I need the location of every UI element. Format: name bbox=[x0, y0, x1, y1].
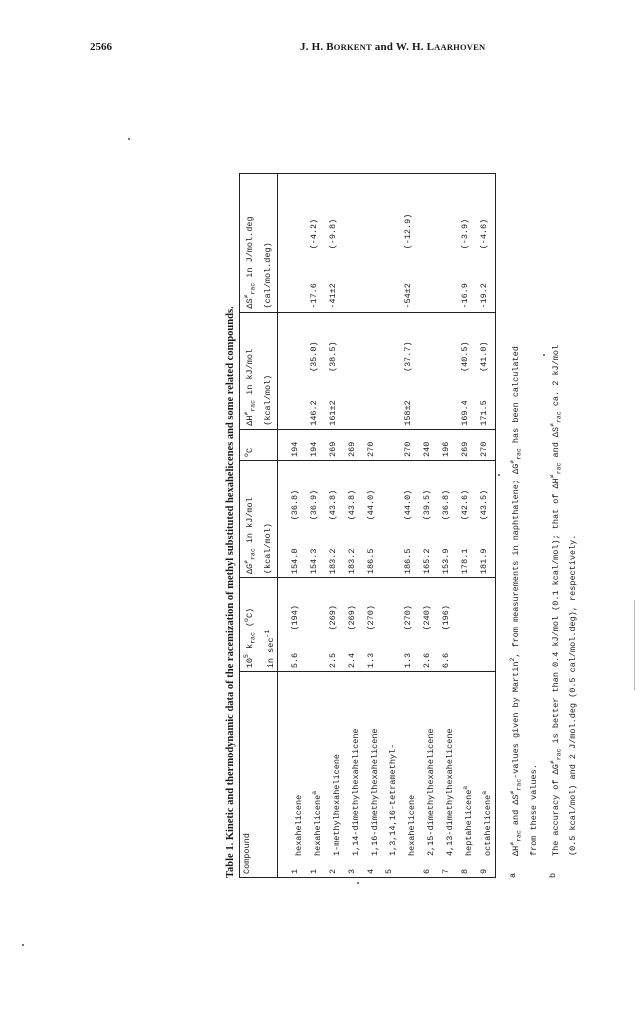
cell-compound: 1,14-dimethylhexahelicene bbox=[350, 728, 361, 856]
cell-dg-kj bbox=[382, 523, 401, 577]
cell-k-temp: (196) bbox=[440, 605, 451, 631]
cell-dg-kcal: (36.9) bbox=[309, 489, 320, 521]
cell-number: 2 bbox=[326, 859, 345, 878]
cell-compound: heptahelicene$^a$ bbox=[461, 785, 474, 856]
cell-ds-j bbox=[345, 252, 364, 312]
cell-k-temp: (269) bbox=[346, 605, 357, 631]
cell-dh-kcal bbox=[345, 312, 364, 375]
cell-ds-j: -54±2 bbox=[401, 252, 420, 312]
footnote-b-line2: (0.5 kcal/mol) and 2 J/mol.deg (0.5 cal/mol.deg), respectively. bbox=[568, 534, 579, 856]
cell-dh-kj bbox=[439, 375, 458, 429]
cell-compound: 1-methylhexahelicene bbox=[331, 753, 342, 856]
cell-dh-kj bbox=[288, 375, 307, 429]
cell-dg-kj: 153.9 bbox=[439, 523, 458, 577]
footnote-a-mark: a bbox=[508, 872, 519, 878]
table-row bbox=[401, 174, 420, 878]
cell-dg-kj: 154.0 bbox=[288, 523, 307, 577]
cell-k: 1.3 bbox=[364, 634, 383, 672]
cell-ds-j bbox=[364, 252, 383, 312]
cell-number: 9 bbox=[477, 859, 496, 878]
cell-dh-kcal: (37.7) bbox=[403, 341, 414, 373]
cell-dg-kcal: (36.8) bbox=[440, 489, 451, 521]
cell-dg-kcal: (36.8) bbox=[290, 489, 301, 521]
table-row bbox=[477, 174, 496, 878]
cell-number: 5 bbox=[382, 859, 401, 878]
cell-dh-kcal: (38.5) bbox=[328, 341, 338, 373]
cell-dh-kcal: (41.0) bbox=[477, 312, 496, 375]
cell-dh-kj: 169.4 bbox=[458, 375, 477, 429]
cell-dh-kcal: (35.0) bbox=[309, 341, 320, 373]
col-subheader-dh: (kcal/mol) bbox=[261, 312, 278, 429]
cell-ds-cal bbox=[345, 174, 364, 253]
cell-number: 3 bbox=[345, 859, 364, 878]
cell-dg-kj: 165.2 bbox=[420, 523, 439, 577]
cell-compound: 1,3,14,16-tetramethyl- bbox=[388, 743, 399, 856]
cell-k: 2.5 bbox=[326, 634, 345, 672]
table-row bbox=[458, 174, 477, 878]
cell-k: 2.4 bbox=[345, 634, 364, 672]
cell-compound: hexahelicene bbox=[407, 794, 418, 856]
cell-dg-kj: 181.9 bbox=[477, 523, 496, 577]
cell-dg-kcal bbox=[382, 460, 401, 523]
cell-ds-j bbox=[439, 252, 458, 312]
cell-k bbox=[307, 634, 326, 672]
running-header bbox=[0, 37, 643, 57]
cell-k: 5.6 bbox=[288, 634, 307, 672]
cell-dh-kcal: (40.5) bbox=[459, 341, 470, 373]
cell-k-temp: (270) bbox=[403, 605, 414, 631]
cell-dg-kcal: (42.6) bbox=[459, 489, 470, 521]
table-row bbox=[326, 174, 345, 878]
cell-dg-kj: 183.2 bbox=[345, 523, 364, 577]
cell-ds-cal bbox=[420, 174, 439, 253]
scan-speck bbox=[357, 882, 359, 884]
cell-ds-j bbox=[382, 252, 401, 312]
cell-compound: 2,15-dimethylhexahelicene bbox=[425, 728, 436, 856]
cell-ds-j: -17.6 bbox=[307, 252, 326, 312]
cell-ds-cal: (-12.9) bbox=[401, 174, 420, 253]
cell-dh-kcal bbox=[364, 312, 383, 375]
cell-ds-cal: (-9.8) bbox=[326, 174, 345, 253]
cell-dh-kj bbox=[345, 375, 364, 429]
cell-temp: 269 bbox=[345, 429, 364, 460]
cell-k-temp: (269) bbox=[328, 605, 338, 631]
cell-ds-cal: (-4.6) bbox=[477, 174, 496, 253]
page-number: 2566 bbox=[90, 41, 112, 53]
col-header-ds: $\Delta S^\ne_{rac}$ in J/mol.deg bbox=[240, 174, 261, 313]
cell-temp bbox=[382, 429, 401, 460]
cell-k bbox=[477, 634, 496, 672]
scan-speck bbox=[22, 944, 24, 946]
cell-number: 1 bbox=[288, 859, 307, 878]
table-row bbox=[288, 174, 307, 878]
footnote-b bbox=[546, 168, 567, 878]
cell-temp: 270 bbox=[364, 429, 383, 460]
cell-dg-kcal: (43.5) bbox=[477, 460, 496, 523]
cell-temp: 269 bbox=[458, 429, 477, 460]
cell-dh-kj: 158±2 bbox=[401, 375, 420, 429]
cell-number: 8 bbox=[458, 859, 477, 878]
cell-ds-j bbox=[288, 252, 307, 312]
cell-dh-kcal bbox=[420, 312, 439, 375]
running-head-authors: J. H. BORKENT and W. H. LAARHOVEN bbox=[300, 41, 486, 53]
cell-compound: hexahelicene bbox=[294, 794, 305, 856]
footnote-a-text: $\Delta H^\ne_{rac}$ and $\Delta S^\ne_{rac}$-values given by Martin$^2$, from measurements in naphthalene; $\Delta G^\ne_{rac}$ has been calculated bbox=[509, 346, 523, 856]
scan-speck bbox=[543, 354, 545, 356]
cell-ds-cal bbox=[364, 174, 383, 253]
cell-k-temp bbox=[458, 578, 477, 634]
cell-number: 1 bbox=[307, 859, 326, 878]
cell-dg-kj: 154.3 bbox=[307, 523, 326, 577]
cell-k-temp bbox=[382, 578, 401, 634]
cell-ds-cal: (-4.2) bbox=[307, 174, 326, 253]
cell-dg-kcal: (44.0) bbox=[365, 489, 376, 521]
cell-dg-kcal: (44.0) bbox=[403, 489, 414, 521]
cell-k-temp: (270) bbox=[365, 605, 376, 631]
table-row bbox=[345, 174, 364, 878]
cell-temp: 194 bbox=[307, 429, 326, 460]
cell-ds-j: -41±2 bbox=[326, 252, 345, 312]
cell-k-temp: (194) bbox=[290, 605, 301, 631]
table-row bbox=[307, 174, 326, 878]
cell-temp: 270 bbox=[477, 429, 496, 460]
cell-temp: 270 bbox=[401, 429, 420, 460]
cell-dh-kcal bbox=[382, 312, 401, 375]
col-header-dh: $\Delta H^\ne_{rac}$ in kJ/mol bbox=[240, 312, 261, 429]
cell-k: 2.6 bbox=[420, 634, 439, 672]
scan-edge-mark bbox=[634, 600, 635, 690]
cell-dg-kj: 183.2 bbox=[326, 523, 345, 577]
cell-dg-kj: 186.5 bbox=[364, 523, 383, 577]
rotated-table-block bbox=[225, 168, 579, 878]
cell-dh-kj bbox=[382, 375, 401, 429]
cell-ds-j: -16.9 bbox=[458, 252, 477, 312]
cell-ds-cal bbox=[439, 174, 458, 253]
cell-ds-cal bbox=[288, 174, 307, 253]
cell-number: 4 bbox=[364, 859, 383, 878]
cell-temp: 194 bbox=[288, 429, 307, 460]
table-row bbox=[439, 174, 458, 878]
data-table bbox=[239, 173, 496, 878]
table-header-row bbox=[240, 174, 261, 878]
cell-temp: 240 bbox=[420, 429, 439, 460]
footnote-a-line2: from these values. bbox=[528, 764, 539, 856]
cell-temp: 196 bbox=[439, 429, 458, 460]
cell-compound: octahelicene$^a$ bbox=[477, 672, 496, 859]
cell-dh-kj bbox=[420, 375, 439, 429]
footnote-b-text: The accuracy of $\Delta G^\ne_{rac}$ is better than 0.4 kJ/mol (0.1 kcal/mol); that of $\Delta H^\ne_{rac}$ and $\Delta S^\ne_{rac}$ ca. 2 kJ/mol bbox=[548, 344, 563, 856]
cell-k bbox=[382, 634, 401, 672]
cell-number: 7 bbox=[439, 859, 458, 878]
cell-dh-kj: 171.5 bbox=[477, 375, 496, 429]
cell-dh-kcal bbox=[439, 312, 458, 375]
cell-temp: 269 bbox=[326, 429, 345, 460]
scan-speck bbox=[128, 138, 130, 140]
cell-k: 1.3 bbox=[401, 634, 420, 672]
col-header-dg: $\Delta G^\ne_{rac}$ in kJ/mol bbox=[240, 460, 261, 577]
cell-dg-kj: 186.5 bbox=[401, 523, 420, 577]
footnote-a bbox=[506, 168, 527, 878]
col-header-compound: Compound bbox=[240, 672, 261, 878]
table-row bbox=[420, 174, 439, 878]
col-subheader-ds: (cal/mol.deg) bbox=[261, 174, 278, 313]
table-row bbox=[364, 174, 383, 878]
cell-number: 6 bbox=[420, 859, 439, 878]
col-subheader-dg: (kcal/mol) bbox=[261, 460, 278, 577]
cell-k bbox=[458, 634, 477, 672]
cell-k: 6.6 bbox=[439, 634, 458, 672]
cell-k-temp: (240) bbox=[422, 605, 433, 631]
col-header-k: $10^5$ $k_{rac}$ ($^o$C) bbox=[240, 578, 261, 672]
cell-compound: 4,13-dimethylhexahelicene bbox=[444, 728, 455, 856]
scan-speck bbox=[498, 474, 500, 476]
cell-dh-kj: 146.2 bbox=[307, 375, 326, 429]
cell-ds-j: -19.2 bbox=[477, 252, 496, 312]
footnotes bbox=[506, 168, 580, 878]
cell-number bbox=[401, 859, 420, 878]
table-subheader-row bbox=[261, 174, 278, 878]
cell-k-temp bbox=[307, 578, 326, 634]
table-caption: Table 1. Kinetic and thermodynamic data of the racemization of methyl substituted hexahelicenes and some related compounds. bbox=[225, 306, 236, 878]
cell-ds-cal bbox=[382, 174, 401, 253]
col-header-temp: $^o$C bbox=[240, 429, 261, 460]
cell-dh-kj bbox=[364, 375, 383, 429]
cell-ds-j bbox=[420, 252, 439, 312]
footnote-b-mark: b bbox=[547, 872, 558, 878]
table-row bbox=[382, 174, 401, 878]
cell-dg-kcal: (43.8) bbox=[346, 489, 357, 521]
cell-dg-kcal: (39.5) bbox=[422, 489, 433, 521]
cell-dh-kj: 161±2 bbox=[326, 375, 345, 429]
cell-compound: 1,16-dimethylhexahelicene bbox=[369, 728, 380, 856]
cell-dh-kcal bbox=[288, 312, 307, 375]
cell-k-temp bbox=[477, 578, 496, 634]
cell-dg-kcal: (43.8) bbox=[328, 489, 338, 521]
cell-ds-cal: (-3.9) bbox=[458, 174, 477, 253]
cell-compound: hexahelicene$^a$ bbox=[311, 790, 323, 856]
col-subheader-k: in $\sec^{-1}$ bbox=[261, 578, 278, 672]
cell-dg-kj: 178.1 bbox=[458, 523, 477, 577]
